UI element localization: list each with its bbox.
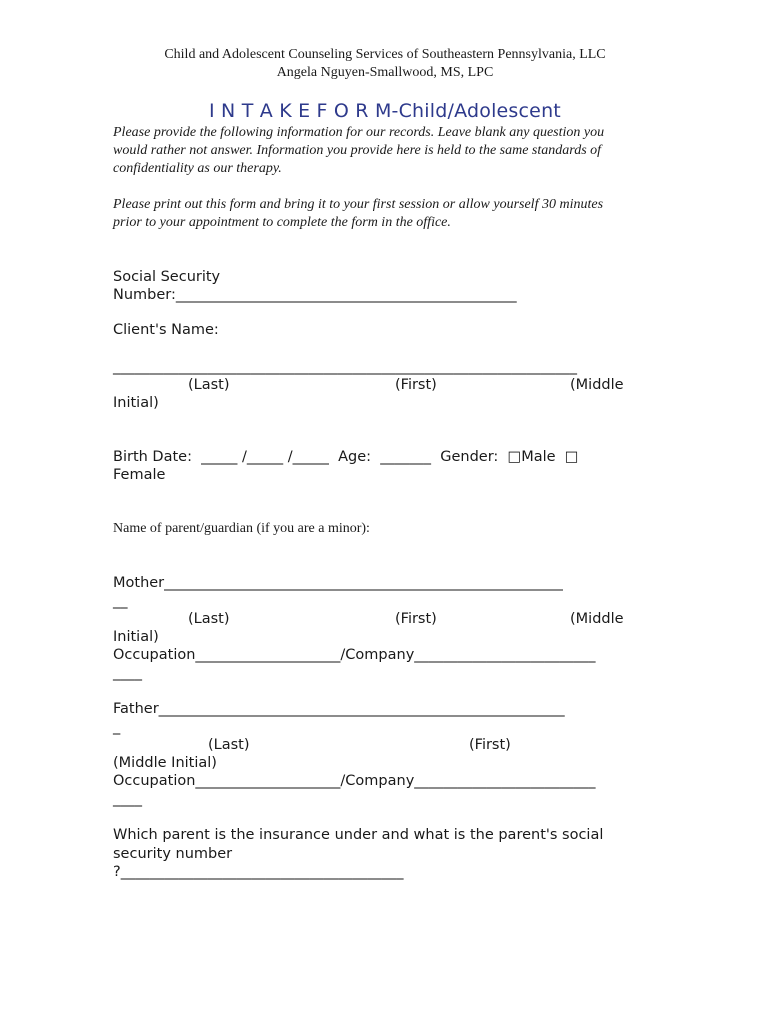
insurance-question-cont: security number — [113, 846, 233, 862]
gender-female-option[interactable]: Female — [113, 467, 166, 483]
father-first-caption: (First) — [469, 737, 511, 753]
father-occupation-wrap: ____ — [113, 791, 142, 807]
intro-paragraph-1 — [113, 124, 658, 178]
ssn-field[interactable]: Number:_______________________________________________ — [113, 287, 517, 303]
intro-line: would rather not answer. Information you provide here is held to the same standards of — [113, 143, 602, 158]
insurance-question: Which parent is the insurance under and what is the parent's social — [113, 827, 604, 843]
intro-paragraph-2 — [113, 196, 658, 232]
form-title: I N T A K E F O R M-Child/Adolescent — [209, 100, 561, 122]
mother-first-caption: (First) — [395, 611, 437, 627]
insurance-answer-field[interactable]: ?_______________________________________ — [113, 864, 404, 880]
client-name-field[interactable]: ________________________________________________________________ — [113, 359, 577, 375]
mother-last-caption: (Last) — [188, 611, 230, 627]
ssn-label: Social Security — [113, 269, 221, 285]
mother-middle-caption: (Middle — [570, 611, 624, 627]
client-initial-caption: Initial) — [113, 395, 159, 411]
birth-age-gender-field[interactable]: Birth Date: _____ /_____ /_____ Age: _______ Gender: □Male □ — [113, 449, 579, 465]
father-name-field[interactable]: Father________________________________________________________ — [113, 701, 565, 717]
client-name-label: Client's Name: — [113, 322, 219, 338]
mother-name-field-wrap: __ — [113, 593, 128, 609]
mother-name-field[interactable]: Mother_______________________________________________________ — [113, 575, 563, 591]
org-name: Child and Adolescent Counseling Services of Southeastern Pennsylvania, LLC — [164, 47, 606, 62]
intro-line: prior to your appointment to complete the form in the office. — [113, 215, 451, 230]
father-last-caption: (Last) — [208, 737, 250, 753]
mother-occupation-field[interactable]: Occupation____________________/Company_________________________ — [113, 647, 596, 663]
intro-line: confidentiality as our therapy. — [113, 161, 282, 176]
father-middle-initial-caption: (Middle Initial) — [113, 755, 217, 771]
father-occupation-field[interactable]: Occupation____________________/Company_________________________ — [113, 773, 596, 789]
client-middle-caption: (Middle — [570, 377, 624, 393]
counselor-name: Angela Nguyen-Smallwood, MS, LPC — [276, 65, 494, 80]
client-last-caption: (Last) — [188, 377, 230, 393]
intro-line: Please provide the following information for our records. Leave blank any question you — [113, 125, 605, 140]
intro-line: Please print out this form and bring it to your first session or allow yourself 30 minutes — [113, 197, 604, 212]
father-name-field-wrap: _ — [113, 719, 121, 735]
mother-initial-caption: Initial) — [113, 629, 159, 645]
client-first-caption: (First) — [395, 377, 437, 393]
parent-guardian-heading: Name of parent/guardian (if you are a minor): — [113, 521, 370, 536]
mother-occupation-wrap: ____ — [113, 665, 142, 681]
